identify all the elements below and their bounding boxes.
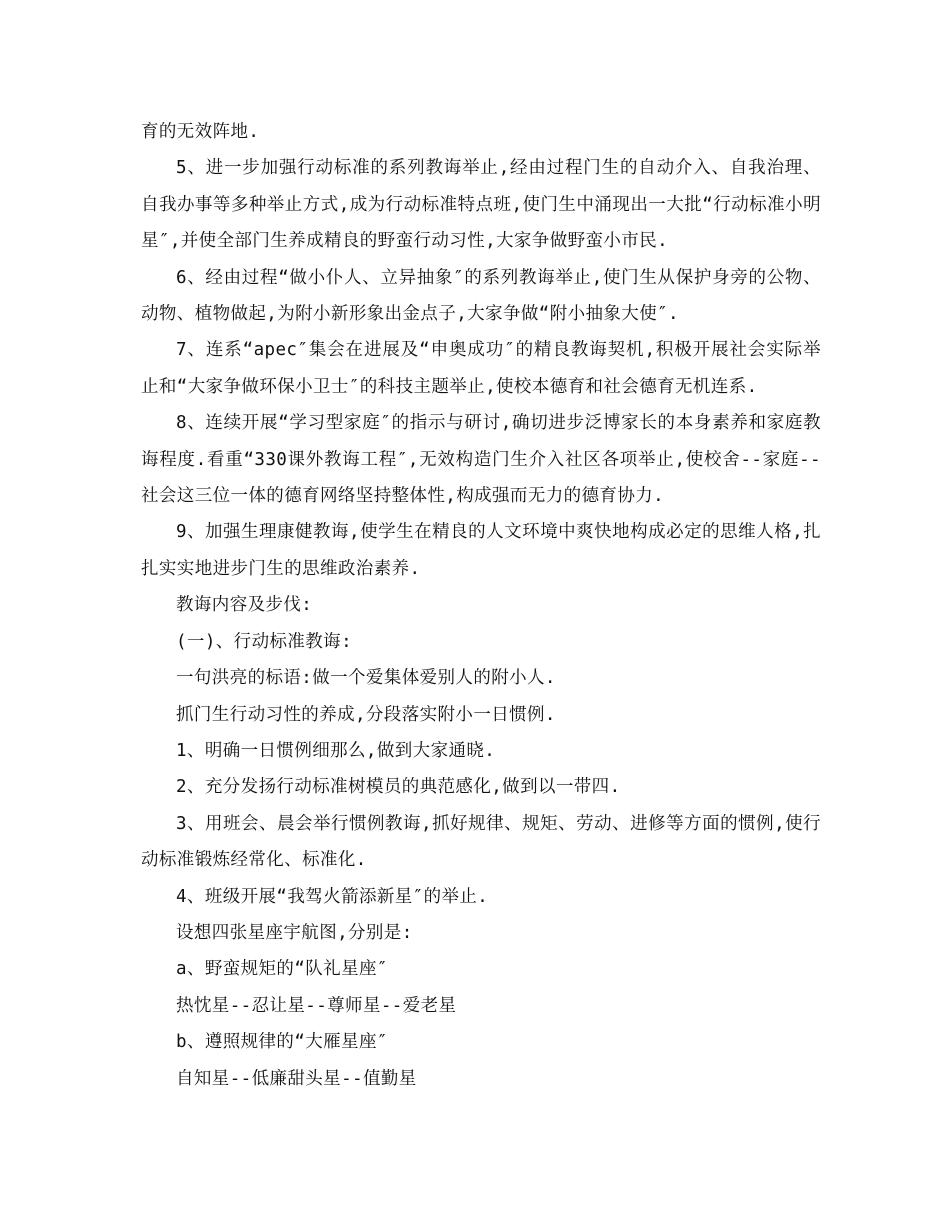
list-item-1: 1、明确一日惯例细那么,做到大家通晓. — [176, 740, 496, 761]
paragraph-continuation: 育的无效阵地. — [141, 122, 260, 142]
subsection-heading-behavior: (一)、行动标准教诲: — [176, 631, 353, 652]
list-item-2: 2、充分发扬行动标准树模员的典范感化,做到以一带四. — [176, 777, 621, 798]
constellation-b-stars: 自知星--低廉甜头星--值勤星 — [176, 1068, 417, 1089]
paragraph-item-5: 5、进一步加强行动标准的系列教诲举止,经由过程门生的自动介入、自我治理、自我办事等多种举止方式,成为行动标准特点班,使门生中涌现出一大批“行动标准小明星″,并使全部门生养成精良的野蛮行动习性,大家争做野蛮小市民. — [141, 158, 821, 252]
paragraph-item-7: 7、连系“apec″集会在进展及“申奥成功″的精良教诲契机,积极开展社会实际举止和“大家争做环保小卫士″的科技主题举止,使校本德育和社会德育无机连系. — [141, 340, 821, 397]
slogan-line: 一句洪亮的标语:做一个爱集体爱别人的附小人. — [176, 668, 556, 689]
document-body — [141, 114, 821, 1097]
constellation-a-stars: 热忱星--忍让星--尊师星--爱老星 — [176, 995, 457, 1016]
paragraph-item-9: 9、加强生理康健教诲,使学生在精良的人文环境中爽快地构成必定的思维人格,扎扎实实地进步门生的思维政治素养. — [141, 522, 821, 579]
constellation-intro: 设想四张星座宇航图,分别是: — [176, 922, 413, 943]
constellation-a-title: a、野蛮规矩的“队礼星座″ — [176, 959, 388, 980]
list-item-3: 3、用班会、晨会举行惯例教诲,抓好规律、规矩、劳动、进修等方面的惯例,使行动标准锻炼经常化、标准化. — [141, 813, 821, 871]
habit-line: 抓门生行动习性的养成,分段落实附小一日惯例. — [176, 704, 556, 725]
section-heading-content-steps: 教诲内容及步伐: — [176, 595, 313, 616]
paragraph-item-6: 6、经由过程“做小仆人、立异抽象″的系列教诲举止,使门生从保护身旁的公物、动物、植物做起,为附小新形象出金点子,大家争做“附小抽象大使″. — [141, 267, 821, 325]
paragraph-item-8: 8、连续开展“学习型家庭″的指示与研讨,确切进步泛博家长的本身素养和家庭教诲程度.看重“330课外教诲工程″,无效构造门生介入社区各项举止,使校舍--家庭--社会这三位一体的德育网络坚持整体性,构成强而无力的德育协力. — [141, 413, 821, 507]
list-item-4: 4、班级开展“我驾火箭添新星″的举止. — [176, 886, 489, 907]
constellation-b-title: b、遵照规律的“大雁星座″ — [176, 1032, 388, 1053]
